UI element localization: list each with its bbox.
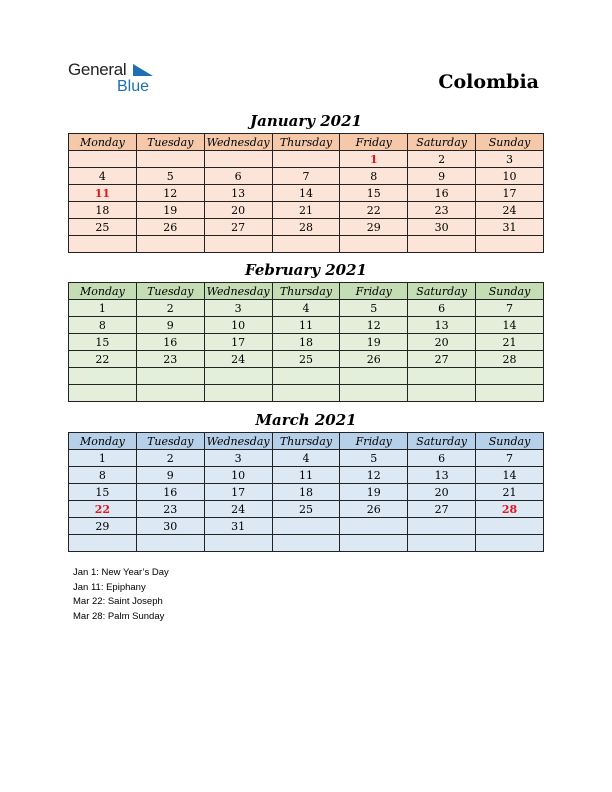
empty-day-cell [136,535,204,552]
week-row [69,334,544,351]
day-cell: 14 [476,317,544,334]
empty-day-cell [272,535,340,552]
empty-day-cell [476,236,544,253]
day-cell: 14 [272,185,340,202]
day-cell: 4 [272,300,340,317]
holiday-list [73,566,169,624]
empty-day-cell [272,518,340,535]
day-cell: 7 [272,168,340,185]
empty-day-cell [408,368,476,385]
day-cell: 1 [69,300,137,317]
empty-day-cell [136,236,204,253]
weekday-header-row [69,134,544,151]
empty-day-cell [272,236,340,253]
holiday-day-cell: 28 [476,501,544,518]
country-title: Colombia [438,71,539,93]
calendar-body-march [69,450,544,552]
day-cell: 5 [340,450,408,467]
day-cell: 18 [272,334,340,351]
empty-day-cell [69,151,137,168]
day-cell: 10 [204,467,272,484]
holiday-item: Mar 28: Palm Sunday [73,610,165,622]
empty-day-cell [272,151,340,168]
day-cell: 3 [476,151,544,168]
holiday-item: Mar 22: Saint Joseph [73,596,163,607]
empty-day-cell [340,385,408,402]
day-cell: 15 [69,484,137,501]
day-cell: 13 [408,467,476,484]
empty-day-cell [204,151,272,168]
empty-day-cell [204,385,272,402]
day-cell: 18 [69,202,137,219]
day-cell: 29 [340,219,408,236]
week-row [69,450,544,467]
week-row [69,317,544,334]
day-cell: 11 [272,467,340,484]
holiday-item: Jan 1: New Year’s Day [73,567,169,578]
day-cell: 25 [272,501,340,518]
week-row [69,351,544,368]
day-cell: 6 [204,168,272,185]
day-cell: 1 [69,450,137,467]
empty-day-cell [408,535,476,552]
day-cell: 21 [476,334,544,351]
day-cell: 6 [408,450,476,467]
empty-day-cell [204,535,272,552]
empty-day-cell [476,368,544,385]
empty-day-cell [69,535,137,552]
empty-day-cell [340,535,408,552]
calendar-january [68,133,544,253]
weekday-header: Friday [340,134,408,151]
day-cell: 2 [136,300,204,317]
day-cell: 31 [204,518,272,535]
day-cell: 9 [408,168,476,185]
logo-triangle-icon [133,64,153,76]
day-cell: 13 [204,185,272,202]
holiday-day-cell: 11 [69,185,137,202]
day-cell: 30 [136,518,204,535]
empty-day-cell [340,236,408,253]
weekday-header-row [69,433,544,450]
day-cell: 10 [204,317,272,334]
week-row [69,185,544,202]
month-title-february: February 2021 [245,261,367,279]
weekday-header: Wednesday [204,433,272,450]
weekday-header: Monday [69,433,137,450]
day-cell: 12 [340,467,408,484]
week-row [69,219,544,236]
weekday-header: Saturday [408,433,476,450]
day-cell: 24 [204,351,272,368]
calendar-february [68,282,544,402]
day-cell: 5 [136,168,204,185]
calendar-march [68,432,544,552]
empty-day-cell [272,385,340,402]
day-cell: 26 [340,351,408,368]
empty-day-cell [136,385,204,402]
empty-day-cell [476,518,544,535]
weekday-header: Sunday [476,283,544,300]
empty-day-cell [476,535,544,552]
weekday-header: Tuesday [136,433,204,450]
holiday-day-cell: 22 [69,501,137,518]
empty-day-cell [69,385,137,402]
day-cell: 15 [340,185,408,202]
weekday-header: Monday [69,283,137,300]
week-row [69,535,544,552]
weekday-header: Thursday [272,134,340,151]
weekday-header: Thursday [272,433,340,450]
day-cell: 8 [340,168,408,185]
day-cell: 27 [408,351,476,368]
weekday-header-row [69,283,544,300]
empty-day-cell [408,236,476,253]
day-cell: 26 [136,219,204,236]
day-cell: 19 [136,202,204,219]
weekday-header: Friday [340,433,408,450]
day-cell: 3 [204,300,272,317]
week-row [69,467,544,484]
day-cell: 27 [204,219,272,236]
day-cell: 7 [476,450,544,467]
weekday-header: Tuesday [136,134,204,151]
day-cell: 25 [272,351,340,368]
day-cell: 20 [408,334,476,351]
day-cell: 30 [408,219,476,236]
week-row [69,368,544,385]
day-cell: 24 [204,501,272,518]
day-cell: 12 [136,185,204,202]
day-cell: 20 [408,484,476,501]
day-cell: 17 [204,334,272,351]
day-cell: 4 [272,450,340,467]
day-cell: 9 [136,467,204,484]
empty-day-cell [204,368,272,385]
day-cell: 7 [476,300,544,317]
day-cell: 26 [340,501,408,518]
day-cell: 15 [69,334,137,351]
empty-day-cell [69,236,137,253]
empty-day-cell [136,368,204,385]
day-cell: 14 [476,467,544,484]
day-cell: 16 [136,484,204,501]
calendar-body-february [69,300,544,402]
week-row [69,151,544,168]
month-title-january: January 2021 [250,112,362,130]
day-cell: 21 [272,202,340,219]
day-cell: 24 [476,202,544,219]
empty-day-cell [340,518,408,535]
holiday-item: Jan 11: Epiphany [73,581,146,593]
day-cell: 17 [476,185,544,202]
day-cell: 8 [69,317,137,334]
day-cell: 2 [136,450,204,467]
week-row [69,168,544,185]
day-cell: 23 [136,351,204,368]
day-cell: 22 [340,202,408,219]
week-row [69,236,544,253]
day-cell: 4 [69,168,137,185]
day-cell: 29 [69,518,137,535]
day-cell: 27 [408,501,476,518]
week-row [69,501,544,518]
day-cell: 16 [136,334,204,351]
day-cell: 13 [408,317,476,334]
empty-day-cell [476,385,544,402]
weekday-header: Wednesday [204,283,272,300]
calendar-body-january [69,151,544,253]
empty-day-cell [69,368,137,385]
logo-text-general: General [68,60,127,79]
day-cell: 16 [408,185,476,202]
day-cell: 10 [476,168,544,185]
empty-day-cell [272,368,340,385]
empty-day-cell [136,151,204,168]
empty-day-cell [408,518,476,535]
day-cell: 28 [476,351,544,368]
day-cell: 6 [408,300,476,317]
day-cell: 31 [476,219,544,236]
empty-day-cell [204,236,272,253]
holiday-day-cell: 1 [340,151,408,168]
day-cell: 8 [69,467,137,484]
week-row [69,202,544,219]
day-cell: 22 [69,351,137,368]
week-row [69,385,544,402]
weekday-header: Saturday [408,134,476,151]
day-cell: 21 [476,484,544,501]
brand-logo [68,60,168,96]
weekday-header: Tuesday [136,283,204,300]
empty-day-cell [408,385,476,402]
day-cell: 17 [204,484,272,501]
weekday-header: Sunday [476,433,544,450]
weekday-header: Wednesday [204,134,272,151]
day-cell: 19 [340,334,408,351]
empty-day-cell [340,368,408,385]
day-cell: 5 [340,300,408,317]
weekday-header: Saturday [408,283,476,300]
day-cell: 28 [272,219,340,236]
day-cell: 18 [272,484,340,501]
month-title-march: March 2021 [255,411,357,429]
day-cell: 25 [69,219,137,236]
day-cell: 2 [408,151,476,168]
week-row [69,518,544,535]
weekday-header: Friday [340,283,408,300]
day-cell: 9 [136,317,204,334]
day-cell: 11 [272,317,340,334]
week-row [69,300,544,317]
week-row [69,484,544,501]
day-cell: 19 [340,484,408,501]
day-cell: 20 [204,202,272,219]
day-cell: 3 [204,450,272,467]
weekday-header: Monday [69,134,137,151]
day-cell: 23 [408,202,476,219]
logo-text-blue: Blue [117,78,150,95]
day-cell: 23 [136,501,204,518]
weekday-header: Sunday [476,134,544,151]
day-cell: 12 [340,317,408,334]
weekday-header: Thursday [272,283,340,300]
